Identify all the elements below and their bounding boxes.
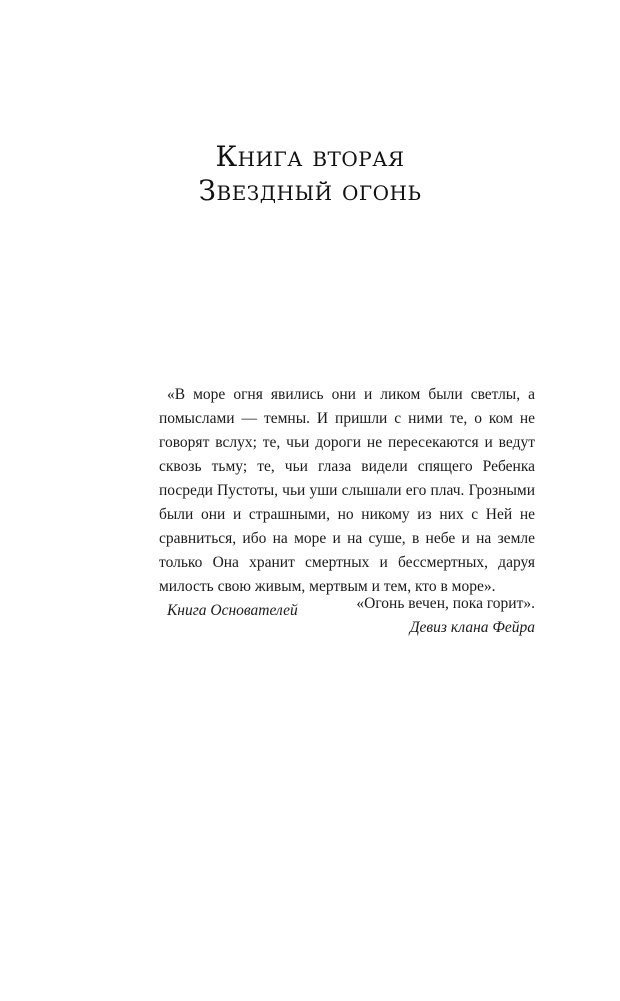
motto-source: Девиз клана Фейра — [409, 619, 535, 636]
epigraph-text: «В море огня явились они и ликом были светлы, а помыслами — темны. И пришли с ними те, о ком не говорят вслух; те, чьи дороги не пересекаются и ведут сквозь тьму; те, чьи глаза видели спящего Ребенка посреди Пустоты, чьи уши слышали его плач. Грозными были они и страшными, но никому из них с Ней не сравниться, ибо на море и на суше, в небе и на земле только Она хранит смертных и бессмертных, даруя милость свою живым, мертвым и тем, кто в море». — [159, 386, 535, 595]
part-title: Книга вторая — [215, 140, 405, 173]
part-subtitle: Звездный огонь — [198, 174, 422, 207]
motto — [159, 592, 535, 640]
epigraph-source: Книга Основателей — [167, 602, 298, 619]
epigraph — [159, 383, 535, 623]
motto-text: «Огонь вечен, пока горит». — [356, 595, 535, 612]
